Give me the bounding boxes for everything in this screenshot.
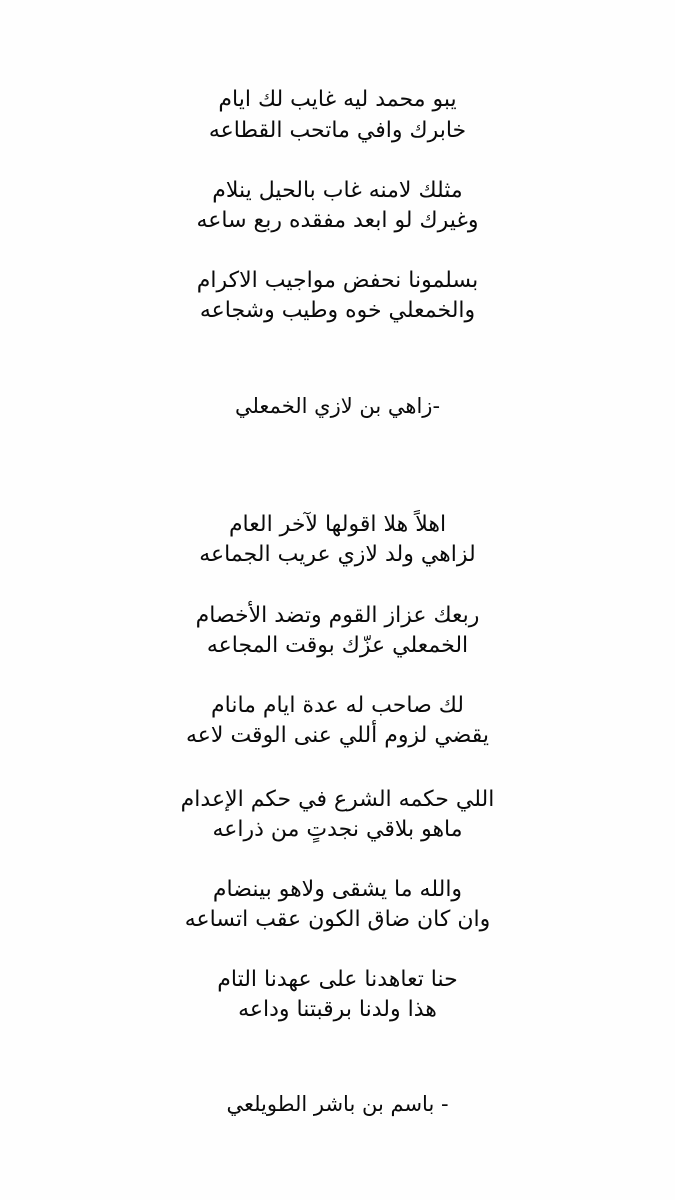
poem-2-stanza-1-line-2: لزاهي ولد لازي عريب الجماعه <box>199 542 476 567</box>
poem-2-signature: - باسم بن باشر الطويلعي <box>226 1092 449 1116</box>
poem-2-stanza-4-line-1: اللي حكمه الشرع في حكم الإعدام <box>180 787 495 812</box>
poem-2-stanza-2-line-2: الخمعلي عزّك بوقت المجاعه <box>206 633 469 658</box>
poem-2-stanza-4-line-2: ماهو بلاقي نجدتٍ من ذراعه <box>212 817 463 842</box>
poem-2-stanza-1-line-1: اهلاً هلا اقولها لآخر العام <box>228 512 447 537</box>
poem-1-stanza-2-line-1: مثلك لامنه غاب بالحيل ينلام <box>212 178 463 203</box>
poem-2-stanza-2-line-1: ربعك عزاز القوم وتضد الأخصام <box>195 603 480 628</box>
poem-1-signature: -زاهي بن لازي الخمعلي <box>234 394 441 418</box>
poem-2-stanza-6-line-2: هذا ولدنا برقبتنا وداعه <box>238 997 437 1022</box>
poem-2-stanza-5-line-2: وان كان ضاق الكون عقب اتساعه <box>184 907 491 932</box>
poem-2-stanza-3-line-2: يقضي لزوم أللي عنى الوقت لاعه <box>185 723 490 748</box>
poem-2-stanza-6-line-1: حنا تعاهدنا على عهدنا التام <box>217 967 458 992</box>
poem-1-stanza-2-line-2: وغيرك لو ابعد مفقده ربع ساعه <box>196 208 479 233</box>
poem-2-stanza-3-line-1: لك صاحب له عدة ايام مانام <box>211 693 464 718</box>
poem-2-stanza-5-line-1: والله ما يشقى ولاهو بينضام <box>212 877 463 902</box>
poem-1-stanza-3-line-2: والخمعلي خوه وطيب وشجاعه <box>199 298 476 323</box>
poem-1-stanza-3-line-1: بسلمونا نحفض مواجيب الاكرام <box>196 268 479 293</box>
poem-1-stanza-1-line-2: خابرك وافي ماتحب القطاعه <box>208 118 467 143</box>
poem-1-stanza-1-line-1: يبو محمد ليه غايب لك ايام <box>218 87 457 112</box>
